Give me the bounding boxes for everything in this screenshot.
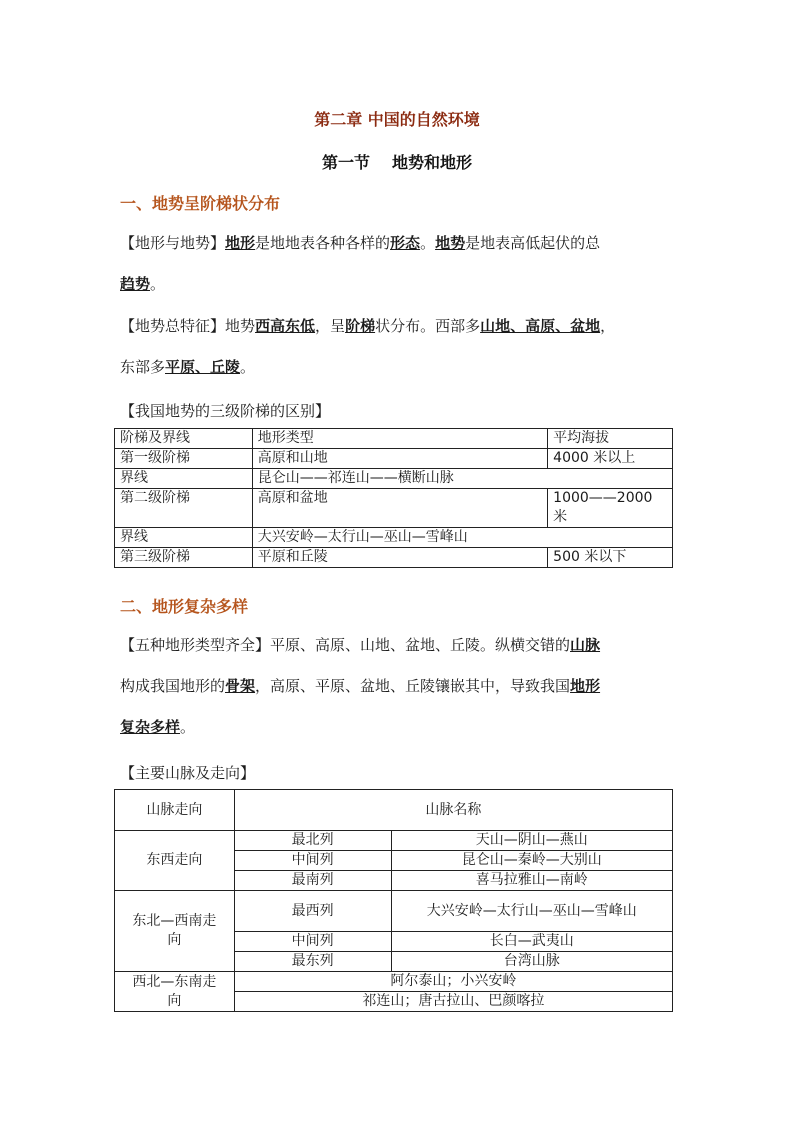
table-cell: 大兴安岭—太行山—巫山—雪峰山 xyxy=(391,891,672,932)
direction-cell: 西北—东南走向 xyxy=(115,972,235,1012)
table-row xyxy=(115,831,673,851)
para-text: 。 xyxy=(240,358,256,376)
keyword: 山地、高原、盆地 xyxy=(480,317,601,335)
section-name: 地势和地形 xyxy=(392,153,473,172)
para-text: 地势 xyxy=(225,317,256,335)
table-row xyxy=(115,548,673,568)
para-text: ，呈 xyxy=(315,317,346,335)
caption-steps-table: 【我国地势的三级阶梯的区别】 xyxy=(120,402,331,420)
para-text: 。 xyxy=(420,234,436,252)
table-cell: 500 米以下 xyxy=(548,548,673,568)
table-header-cell: 地形类型 xyxy=(252,429,547,449)
para-text: 。 xyxy=(150,275,166,293)
table-row xyxy=(115,489,673,528)
table-header-cell: 山脉走向 xyxy=(115,790,235,831)
table-cell: 1000——2000 米 xyxy=(548,489,673,528)
section-number: 第一节 xyxy=(321,153,370,172)
table-cell: 祁连山；唐古拉山、巴颜喀拉 xyxy=(234,992,672,1012)
table-header-row xyxy=(115,790,673,831)
heading-terrain-steps: 一、地势呈阶梯状分布 xyxy=(120,194,281,213)
table-cell: 高原和山地 xyxy=(252,449,547,469)
para-tag: 【五种地形类型齐全】 xyxy=(120,636,271,654)
para-text: 平原、高原、山地、盆地、丘陵。纵横交错的 xyxy=(270,636,571,654)
keyword: 形态 xyxy=(390,234,421,252)
para-text: 东部多 xyxy=(120,358,166,376)
table-cell: 中间列 xyxy=(234,932,391,952)
paragraph-terrain-definition xyxy=(120,223,680,305)
para-text: 是地表高低起伏的总 xyxy=(465,234,601,252)
table-header-cell: 阶梯及界线 xyxy=(115,429,253,449)
para-tag: 【地势总特征】 xyxy=(120,317,226,335)
table-cell: 第二级阶梯 xyxy=(115,489,253,528)
keyword: 复杂多样 xyxy=(120,718,181,736)
table-cell: 台湾山脉 xyxy=(391,952,672,972)
keyword: 骨架 xyxy=(225,677,256,695)
table-cell: 最西列 xyxy=(234,891,391,932)
para-text: 是地地表各种各样的 xyxy=(255,234,391,252)
table-cell: 长白—武夷山 xyxy=(391,932,672,952)
table-cell: 界线 xyxy=(115,528,253,548)
para-text: 状分布。西部多 xyxy=(375,317,481,335)
direction-cell: 东北—西南走向 xyxy=(115,891,235,972)
table-cell: 最南列 xyxy=(234,871,391,891)
keyword: 山脉 xyxy=(570,636,601,654)
table-row xyxy=(115,528,673,548)
caption-mountains-table: 【主要山脉及走向】 xyxy=(120,764,256,782)
para-tag: 【地形与地势】 xyxy=(120,234,226,252)
keyword: 趋势 xyxy=(120,275,151,293)
keyword: 地形 xyxy=(570,677,601,695)
table-cell: 高原和盆地 xyxy=(252,489,547,528)
table-row xyxy=(115,891,673,932)
table-cell: 平原和丘陵 xyxy=(252,548,547,568)
table-header-row xyxy=(115,429,673,449)
chapter-title: 第二章 中国的自然环境 xyxy=(314,110,480,129)
para-text: 构成我国地形的 xyxy=(120,677,226,695)
keyword: 西高东低 xyxy=(255,317,316,335)
table-row xyxy=(115,449,673,469)
table-row xyxy=(115,469,673,489)
table-cell: 天山—阴山—燕山 xyxy=(391,831,672,851)
paragraph-terrain-types xyxy=(120,625,680,748)
table-cell: 最东列 xyxy=(234,952,391,972)
table-cell: 昆仑山——祁连山——横断山脉 xyxy=(252,469,672,489)
keyword: 平原、丘陵 xyxy=(165,358,241,376)
table-cell: 大兴安岭—太行山—巫山—雪峰山 xyxy=(252,528,672,548)
direction-cell: 东西走向 xyxy=(115,831,235,891)
table-cell: 中间列 xyxy=(234,851,391,871)
para-text: ， xyxy=(600,317,616,335)
table-header-cell: 山脉名称 xyxy=(234,790,672,831)
keyword: 阶梯 xyxy=(345,317,376,335)
table-cell: 阿尔泰山；小兴安岭 xyxy=(234,972,672,992)
table-cell: 界线 xyxy=(115,469,253,489)
table-cell: 第一级阶梯 xyxy=(115,449,253,469)
table-row xyxy=(115,972,673,992)
heading-terrain-complex: 二、地形复杂多样 xyxy=(120,597,249,616)
para-text: ，高原、平原、盆地、丘陵镶嵌其中，导致我国 xyxy=(255,677,571,695)
table-cell: 4000 米以上 xyxy=(548,449,673,469)
section-title xyxy=(0,150,794,173)
table-cell: 昆仑山—秦岭—大别山 xyxy=(391,851,672,871)
steps-table xyxy=(114,428,673,568)
table-cell: 最北列 xyxy=(234,831,391,851)
keyword: 地形 xyxy=(225,234,256,252)
mountains-table xyxy=(114,789,673,1012)
para-text: 。 xyxy=(180,718,196,736)
table-cell: 第三级阶梯 xyxy=(115,548,253,568)
paragraph-terrain-features xyxy=(120,306,680,388)
table-header-cell: 平均海拔 xyxy=(548,429,673,449)
keyword: 地势 xyxy=(435,234,466,252)
table-cell: 喜马拉雅山—南岭 xyxy=(391,871,672,891)
